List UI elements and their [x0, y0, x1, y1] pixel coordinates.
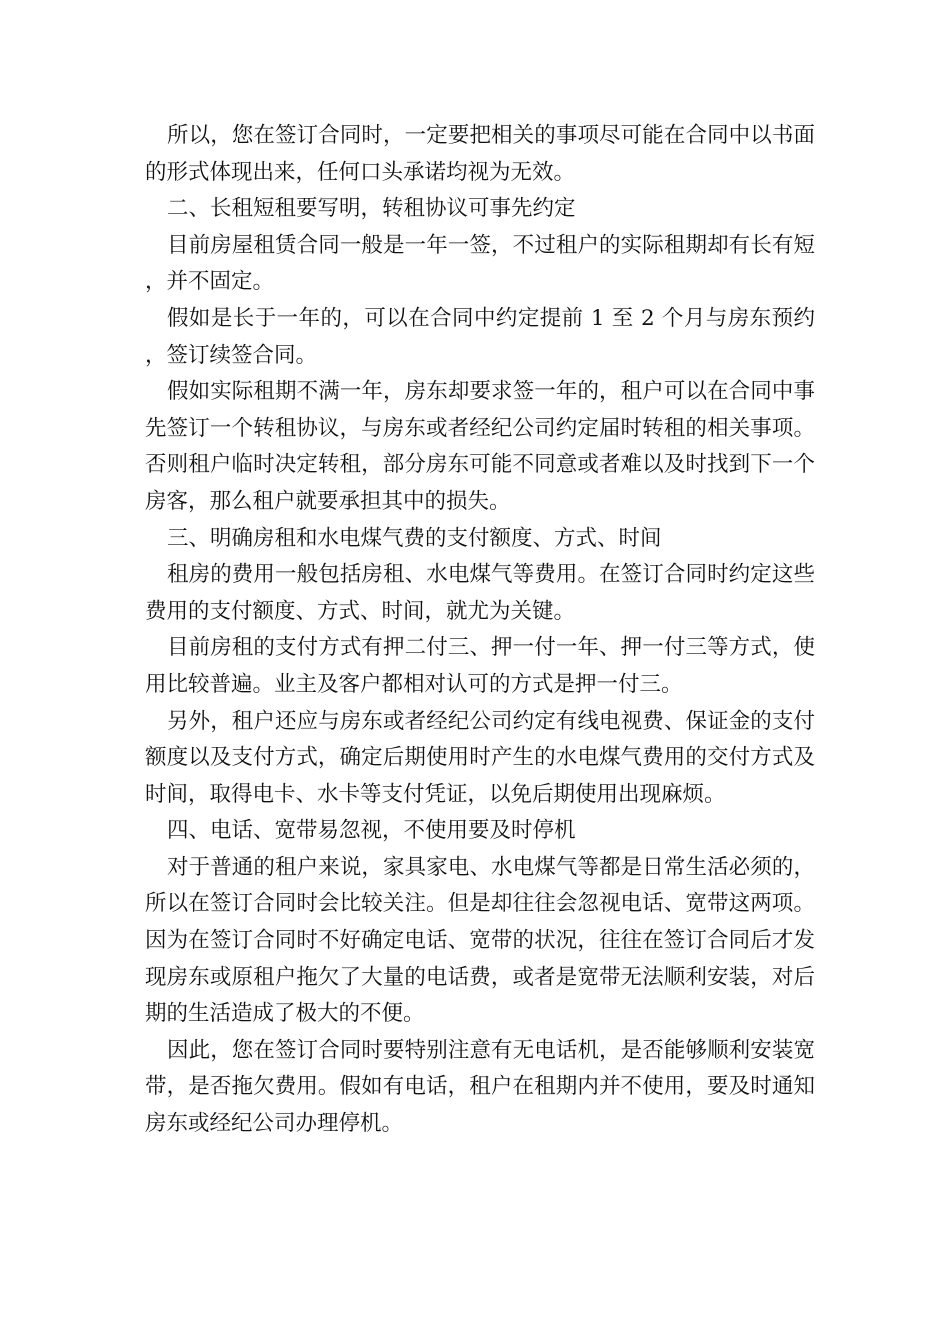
paragraph-other-fees: 另外，租户还应与房东或者经纪公司约定有线电视费、保证金的支付额度以及支付方式，确定后期使用时产生的水电煤气费用的交付方式及时间，取得电卡、水卡等支付凭证，以免后期使用出现麻烦。 — [145, 708, 815, 807]
paragraph-long-term-renewal: 假如是长于一年的，可以在合同中约定提前 1 至 2 个月与房东预约，签订续签合同。 — [145, 305, 815, 368]
section-heading-phone-broadband: 四、电话、宽带易忽视，不使用要及时停机 — [167, 818, 576, 844]
document-body — [145, 118, 815, 1143]
section-heading-lease-term: 二、长租短租要写明，转租协议可事先约定 — [167, 196, 576, 222]
paragraph-phone-broadband-advice: 因此，您在签订合同时要特别注意有无电话机，是否能够顺利安装宽带，是否拖欠费用。假如有电话，租户在租期内并不使用，要及时通知房东或经纪公司办理停机。 — [145, 1037, 815, 1137]
paragraph-payment-methods: 目前房租的支付方式有押二付三、押一付一年、押一付三等方式，使用比较普遍。业主及客户都相对认可的方式是押一付三。 — [145, 635, 815, 697]
paragraph-phone-broadband-overlooked: 对于普通的租户来说，家具家电、水电煤气等都是日常生活必须的，所以在签订合同时会比较关注。但是却往往会忽视电话、宽带这两项。因为在签订合同时不好确定电话、宽带的状况，往往在签订合同后才发现房东或原租户拖欠了大量的电话费，或者是宽带无法顺利安装，对后期的生活造成了极大的不便。 — [145, 854, 815, 1027]
paragraph-rental-costs: 租房的费用一般包括房租、水电煤气等费用。在签订合同时约定这些费用的支付额度、方式、时间，就尤为关键。 — [145, 562, 815, 624]
paragraph-contract-written-form: 所以，您在签订合同时，一定要把相关的事项尽可能在合同中以书面的形式体现出来，任何口头承诺均视为无效。 — [145, 123, 815, 185]
paragraph-lease-term-intro: 目前房屋租赁合同一般是一年一签，不过租户的实际租期却有长有短，并不固定。 — [145, 232, 815, 295]
section-heading-payment: 三、明确房租和水电煤气费的支付额度、方式、时间 — [167, 525, 662, 551]
paragraph-sublease-agreement: 假如实际租期不满一年，房东却要求签一年的，租户可以在合同中事先签订一个转租协议，与房东或者经纪公司约定届时转租的相关事项。否则租户临时决定转租，部分房东可能不同意或者难以及时找到下一个房客，那么租户就要承担其中的损失。 — [145, 379, 815, 514]
